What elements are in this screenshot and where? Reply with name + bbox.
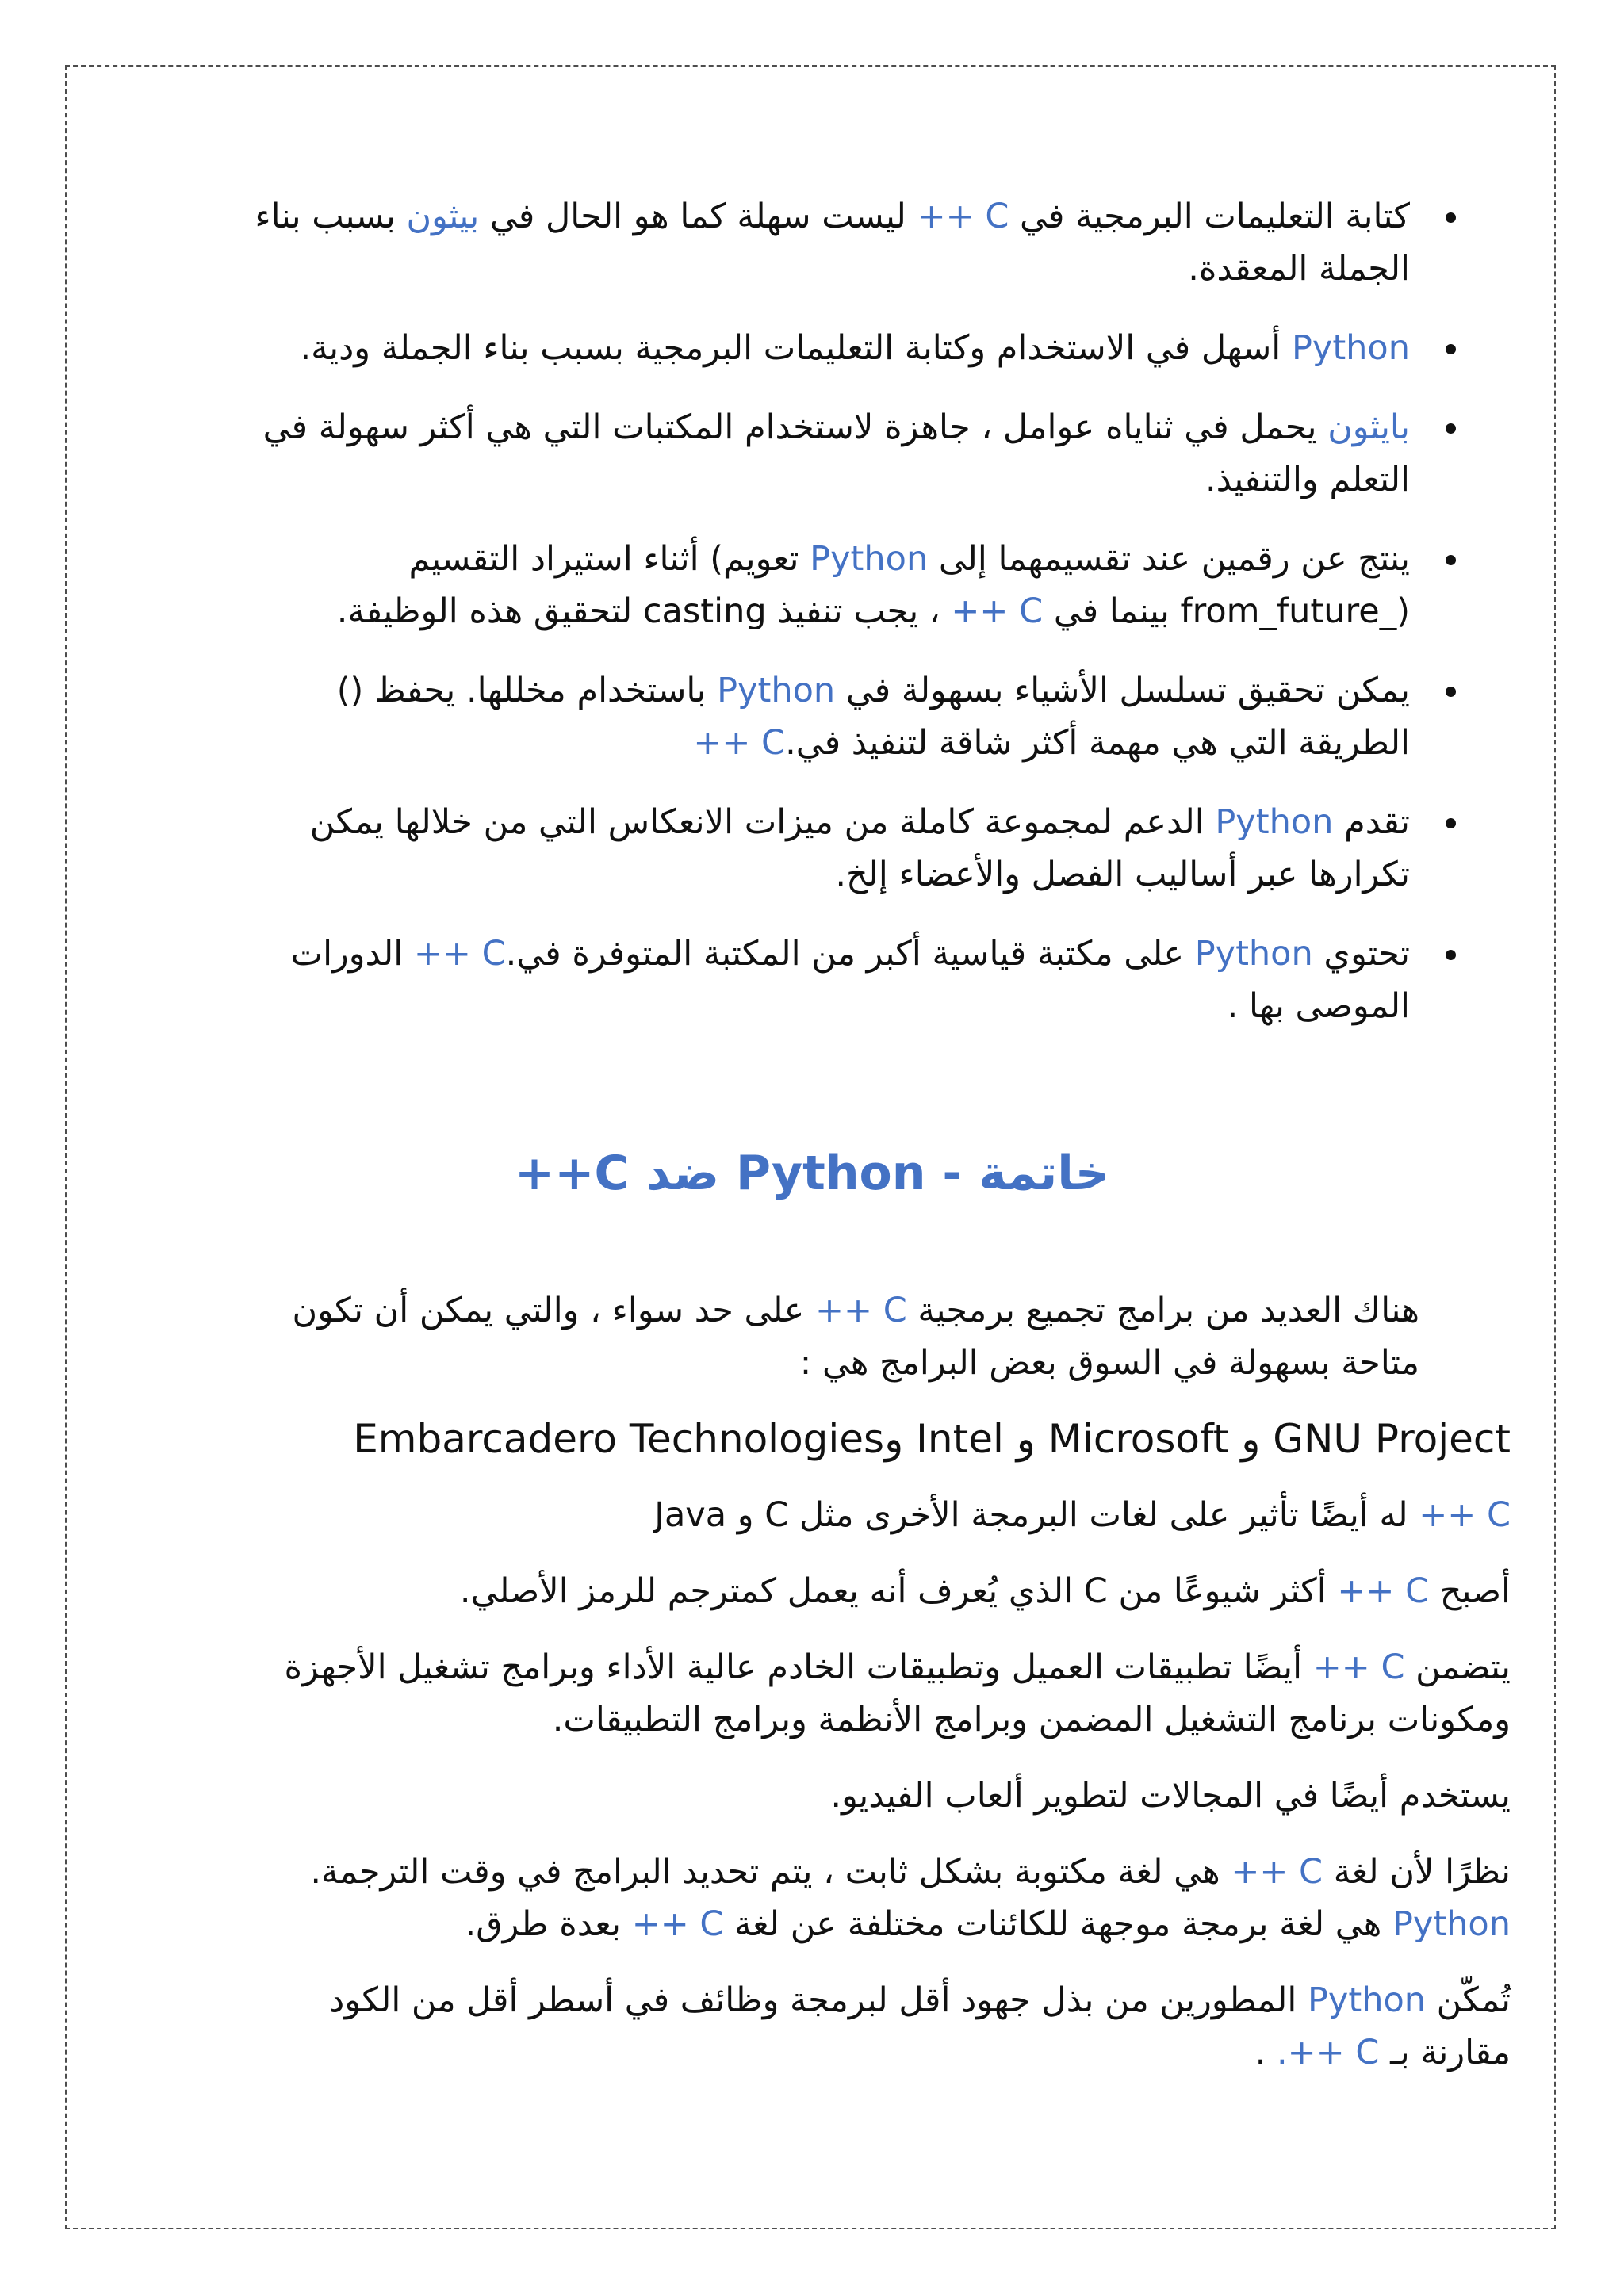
paragraph: يستخدم أيضًا في المجالات لتطوير ألعاب الفيديو. xyxy=(830,1776,1511,1816)
paragraph: أصبح C ++ أكثر شيوعًا من C الذي يُعرف أنه يعمل كمترجم للرمز الأصلي. xyxy=(459,1571,1511,1611)
list-item: Python أسهل في الاستخدام وكتابة التعليمات البرمجية بسبب بناء الجملة ودية. xyxy=(238,322,1459,374)
paragraph: يتضمن C ++ أيضًا تطبيقات العميل وتطبيقات الخادم عالية الأداء وبرامج تشغيل الأجهزة ومكونات برنامج التشغيل المضمن وبرامج الأنظمة وبرامج التطبيقات. xyxy=(284,1647,1511,1739)
conclusion-body xyxy=(254,1284,1511,2103)
list-item: ينتج عن رقمين عند تقسيمهما إلى Python تعويم) أثناء استيراد التقسيم (_from_future بينما في C ++ ، يجب تنفيذ casting لتحقيق هذه الوظيفة. xyxy=(238,533,1459,637)
section-heading: خاتمة - Python ضد C++ xyxy=(514,1146,1110,1201)
list-item: يمكن تحقيق تسلسل الأشياء بسهولة في Python باستخدام مخللها. يحفظ () الطريقة التي هي مهمة أكثر شاقة لتنفيذ في.C ++ xyxy=(238,664,1459,769)
paragraph: C ++ له أيضًا تأثير على لغات البرمجة الأخرى مثل C و Java xyxy=(654,1495,1511,1535)
list-item: تحتوي Python على مكتبة قياسية أكبر من المكتبة المتوفرة في.C ++ الدورات الموصى بها . xyxy=(238,928,1459,1032)
bullet-list xyxy=(238,190,1459,1059)
paragraph: هناك العديد من برامج تجميع برمجية C ++ على حد سواء ، والتي يمكن أن تكون متاحة بسهولة في السوق بعض البرامج هي : xyxy=(292,1291,1419,1383)
paragraph: تُمكّن Python المطورين من بذل جهود أقل لبرمجة وظائف في أسطر أقل من الكود مقارنة بـ C ++. . xyxy=(329,1980,1511,2072)
list-item: تقدم Python الدعم لمجموعة كاملة من ميزات الانعكاس التي من خلالها يمكن تكرارها عبر أساليب الفصل والأعضاء إلخ. xyxy=(238,796,1459,901)
list-item: كتابة التعليمات البرمجية في C ++ ليست سهلة كما هو الحال في بيثون بسبب بناء الجملة المعقدة. xyxy=(238,190,1459,295)
compiler-vendors: GNU Project و Microsoft و Intel وEmbarcadero Technologies xyxy=(353,1416,1511,1462)
list-item: بايثون يحمل في ثناياه عوامل ، جاهزة لاستخدام المكتبات التي هي أكثر سهولة في التعلم والتنفيذ. xyxy=(238,401,1459,506)
paragraph: نظرًا لأن لغة C ++ هي لغة مكتوبة بشكل ثابت ، يتم تحديد البرامج في وقت الترجمة. Python هي لغة برمجة موجهة للكائنات مختلفة عن لغة C ++ بعدة طرق. xyxy=(310,1852,1511,1944)
